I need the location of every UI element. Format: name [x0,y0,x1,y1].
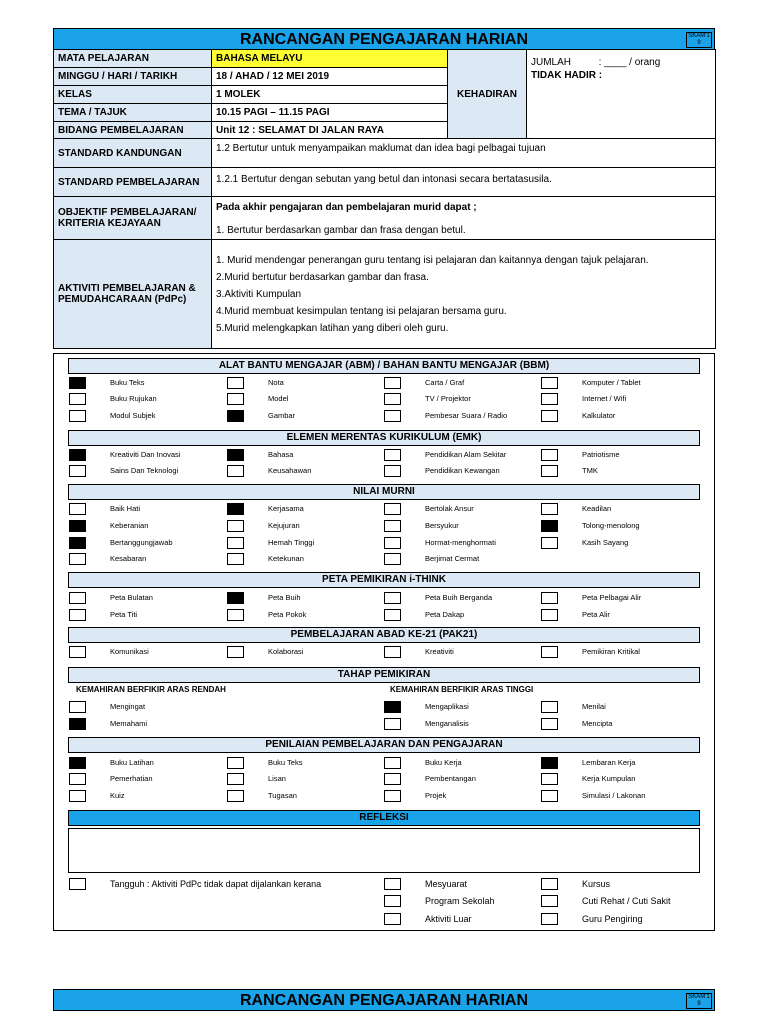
emk-checkbox[interactable] [69,449,86,461]
standard-kandungan-label: STANDARD KANDUNGAN [54,139,212,168]
abm-option-label: Buku Teks [110,378,145,387]
abm-option-label: Buku Rujukan [110,394,157,403]
mata-pelajaran-label: MATA PELAJARAN [54,50,212,68]
nilai-checkbox[interactable] [227,503,244,515]
section-refleksi: REFLEKSI [68,810,700,826]
aktiviti-item: 4.Murid membuat kesimpulan tentang isi pelajaran bersama guru. [216,306,507,317]
tahap-option-label: Menganalisis [425,719,469,728]
penilaian-checkbox[interactable] [69,790,86,802]
objektif-item: 1. Bertutur berdasarkan gambar dan frasa dengan betul. [216,225,466,236]
pak21-checkbox[interactable] [227,646,244,658]
tahap-option-label: Memahami [110,719,148,728]
nilai-option-label: Bertolak Ansur [425,504,474,513]
pak21-option-label: Kolaborasi [268,647,304,656]
pak21-option-label: Pemikiran Kritikal [582,647,640,656]
abm-checkbox[interactable] [69,410,86,422]
emk-checkbox[interactable] [227,465,244,477]
abm-option-label: Nota [268,378,284,387]
pak21-checkbox[interactable] [541,646,558,658]
aras-rendah-heading: KEMAHIRAN BERFIKIR ARAS RENDAH [76,685,226,694]
abm-option-label: Komputer / Tablet [582,378,641,387]
section-emk: ELEMEN MERENTAS KURIKULUM (EMK) [68,430,700,446]
ithink-option-label: Peta Bulatan [110,593,153,602]
kehadiran-label: KEHADIRAN [448,50,527,139]
nilai-option-label: Hormat-menghormati [425,538,496,547]
pak21-option-label: Kreativiti [425,647,454,656]
section-ithink: PETA PEMIKIRAN i-THINK [68,572,700,588]
ithink-checkbox[interactable] [69,609,86,621]
abm-option-label: Model [268,394,289,403]
nilai-checkbox[interactable] [227,553,244,565]
ithink-checkbox[interactable] [541,592,558,604]
penilaian-option-label: Pembentangan [425,774,476,783]
penilaian-option-label: Projek [425,791,447,800]
tidak-hadir-label: TIDAK HADIR [531,70,596,81]
emk-option-label: Pendidikan Alam Sekitar [425,450,507,459]
nilai-option-label: Berjimat Cermat [425,554,480,563]
penilaian-option-label: Lembaran Kerja [582,758,636,767]
emk-option-label: TMK [582,466,598,475]
tahap-option-label: Mencipta [582,719,613,728]
emk-checkbox[interactable] [384,465,401,477]
tangguh-option-label: Mesyuarat [425,879,468,889]
standard-pembelajaran-label: STANDARD PEMBELAJARAN [54,168,212,197]
footer-code: SKAM'1 9 [686,993,712,1009]
emk-option-label: Keusahawan [268,466,312,475]
abm-option-label: Internet / Wifi [582,394,627,403]
penilaian-option-label: Tugasan [268,791,297,800]
nilai-checkbox[interactable] [69,503,86,515]
ithink-checkbox[interactable] [227,592,244,604]
tahap-checkbox[interactable] [384,718,401,730]
ithink-checkbox[interactable] [384,592,401,604]
nilai-option-label: Tolong-menolong [582,521,640,530]
pak21-checkbox[interactable] [69,646,86,658]
penilaian-option-label: Kerja Kumpulan [582,774,636,783]
tahap-option-label: Mengingat [110,702,146,711]
objektif-cell[interactable] [212,197,716,240]
tangguh-option-checkbox[interactable] [541,878,558,890]
abm-checkbox[interactable] [541,410,558,422]
tangguh-checkbox[interactable] [69,878,86,890]
nilai-option-label: Kerjasama [268,504,304,513]
abm-checkbox[interactable] [227,393,244,405]
penilaian-checkbox[interactable] [227,757,244,769]
tangguh-option-label: Guru Pengiring [582,914,643,924]
emk-option-label: Bahasa [268,450,294,459]
standard-kandungan-value[interactable]: 1.2 Bertutur untuk menyampaikan maklumat dan idea bagi pelbagai tujuan [212,139,716,168]
abm-checkbox[interactable] [227,377,244,389]
section-nilai: NILAI MURNI [68,484,700,500]
pak21-option-label: Komunikasi [110,647,149,656]
nilai-option-label: Baik Hati [110,504,141,513]
nilai-option-label: Ketekunan [268,554,304,563]
standard-pembelajaran-value[interactable]: 1.2.1 Bertutur dengan sebutan yang betul dan intonasi secara bertatasusila. [212,168,716,197]
tahap-option-label: Mengaplikasi [425,702,469,711]
penilaian-checkbox[interactable] [384,757,401,769]
abm-checkbox[interactable] [384,377,401,389]
ithink-option-label: Peta Alir [582,610,610,619]
tangguh-option-label: Cuti Rehat / Cuti Sakit [582,896,671,906]
penilaian-option-label: Simulasi / Lakonan [582,791,646,800]
page-title: RANCANGAN PENGAJARAN HARIAN [239,31,528,48]
jumlah-label: JUMLAH [531,57,572,68]
tahap-checkbox[interactable] [541,718,558,730]
penilaian-checkbox[interactable] [227,790,244,802]
nilai-option-label: Hemah Tinggi [268,538,315,547]
nilai-option-label: Kejujuran [268,521,300,530]
aktiviti-cell[interactable] [212,240,716,349]
abm-checkbox[interactable] [227,410,244,422]
tangguh-option-checkbox[interactable] [384,913,401,925]
abm-checkbox[interactable] [69,393,86,405]
ithink-option-label: Peta Buih [268,593,301,602]
ithink-option-label: Peta Pokok [268,610,307,619]
emk-option-label: Sains Dan Teknologi [110,466,179,475]
nilai-checkbox[interactable] [69,553,86,565]
penilaian-checkbox[interactable] [69,773,86,785]
emk-checkbox[interactable] [384,449,401,461]
minggu-value[interactable]: 18 / AHAD / 12 MEI 2019 [212,68,448,86]
nilai-checkbox[interactable] [541,503,558,515]
jumlah-value: : ____ / orang [598,57,661,68]
section-penilaian: PENILAIAN PEMBELAJARAN DAN PENGAJARAN [68,737,700,753]
tangguh-option-checkbox[interactable] [541,913,558,925]
nilai-option-label: Bersyukur [425,521,459,530]
tahap-checkbox[interactable] [69,701,86,713]
tangguh-option-checkbox[interactable] [384,895,401,907]
abm-checkbox[interactable] [541,377,558,389]
ithink-checkbox[interactable] [227,609,244,621]
aktiviti-item: 5.Murid melengkapkan latihan yang diberi oleh guru. [216,323,449,334]
tema-value[interactable]: 10.15 PAGI – 11.15 PAGI [212,104,448,122]
penilaian-checkbox[interactable] [541,757,558,769]
penilaian-checkbox[interactable] [384,773,401,785]
nilai-option-label: Keadilan [582,504,612,513]
kelas-value[interactable]: 1 MOLEK [212,86,448,104]
abm-option-label: Gambar [268,411,296,420]
tangguh-label: Tangguh : Aktiviti PdPc tidak dapat dijalankan kerana [110,879,322,889]
penilaian-option-label: Kuiz [110,791,125,800]
nilai-option-label: Keberanian [110,521,149,530]
ithink-checkbox[interactable] [541,609,558,621]
tahap-checkbox[interactable] [69,718,86,730]
penilaian-checkbox[interactable] [541,790,558,802]
nilai-checkbox[interactable] [227,537,244,549]
ithink-option-label: Peta Buih Berganda [425,593,493,602]
abm-option-label: Carta / Graf [425,378,465,387]
objektif-label: OBJEKTIF PEMBELAJARAN/ KRITERIA KEJAYAAN [54,197,212,240]
emk-option-label: Patriotisme [582,450,620,459]
kelas-label: KELAS [54,86,212,104]
tangguh-option-label: Aktiviti Luar [425,914,472,924]
abm-option-label: Kalkulator [582,411,616,420]
tahap-option-label: Menilai [582,702,606,711]
ithink-checkbox[interactable] [69,592,86,604]
aktiviti-label: AKTIVITI PEMBELAJARAN & PEMUDAHCARAAN (PdPc) [54,240,212,349]
emk-checkbox[interactable] [69,465,86,477]
abm-checkbox[interactable] [384,410,401,422]
pak21-checkbox[interactable] [384,646,401,658]
tidak-hadir-value: : [598,70,603,81]
tema-label: TEMA / TAJUK [54,104,212,122]
mata-pelajaran-value[interactable]: BAHASA MELAYU [212,50,448,68]
abm-checkbox[interactable] [541,393,558,405]
nilai-option-label: Kesabaran [110,554,147,563]
footer-bar [53,989,715,1011]
ithink-option-label: Peta Pelbagai Alir [582,593,642,602]
ithink-checkbox[interactable] [384,609,401,621]
nilai-option-label: Bertanggungjawab [110,538,173,547]
nilai-checkbox[interactable] [227,520,244,532]
tahap-checkbox[interactable] [384,701,401,713]
section-tahap: TAHAP PEMIKIRAN [68,667,700,683]
penilaian-option-label: Lisan [268,774,286,783]
tangguh-option-checkbox[interactable] [541,895,558,907]
nilai-checkbox[interactable] [384,503,401,515]
nilai-checkbox[interactable] [69,520,86,532]
minggu-label: MINGGU / HARI / TARIKH [54,68,212,86]
info-table [53,49,716,349]
aktiviti-item: 1. Murid mendengar penerangan guru tentang isi pelajaran dan kaitannya dengan tajuk pelajaran. [216,255,649,266]
nilai-checkbox[interactable] [384,520,401,532]
bidang-label: BIDANG PEMBELAJARAN [54,122,212,139]
abm-option-label: Modul Subjek [110,411,156,420]
penilaian-checkbox[interactable] [541,773,558,785]
section-pak21: PEMBELAJARAN ABAD KE-21 (PAK21) [68,627,700,643]
tahap-checkbox[interactable] [541,701,558,713]
penilaian-option-label: Buku Kerja [425,758,462,767]
objektif-heading: Pada akhir pengajaran dan pembelajaran murid dapat ; [216,202,477,213]
emk-option-label: Kreativiti Dan Inovasi [110,450,181,459]
header-bar [53,28,715,50]
penilaian-checkbox[interactable] [69,757,86,769]
nilai-checkbox[interactable] [541,537,558,549]
abm-checkbox[interactable] [384,393,401,405]
refleksi-textbox[interactable] [68,828,700,873]
footer-title: RANCANGAN PENGAJARAN HARIAN [239,992,528,1009]
kehadiran-cell[interactable] [527,50,716,139]
section-abm: ALAT BANTU MENGAJAR (ABM) / BAHAN BANTU MENGAJAR (BBM) [68,358,700,374]
tangguh-option-label: Program Sekolah [425,896,495,906]
nilai-option-label: Kasih Sayang [582,538,629,547]
penilaian-checkbox[interactable] [227,773,244,785]
penilaian-checkbox[interactable] [384,790,401,802]
penilaian-option-label: Buku Latihan [110,758,154,767]
abm-checkbox[interactable] [69,377,86,389]
abm-option-label: Pembesar Suara / Radio [425,411,508,420]
aktiviti-item: 2.Murid bertutur berdasarkan gambar dan frasa. [216,272,429,283]
emk-option-label: Pendidikan Kewangan [425,466,500,475]
abm-option-label: TV / Projektor [425,394,471,403]
penilaian-option-label: Pemerhatian [110,774,153,783]
nilai-checkbox[interactable] [541,520,558,532]
penilaian-option-label: Buku Teks [268,758,303,767]
form-code: SKAM'1 9 [686,32,712,48]
nilai-checkbox[interactable] [384,553,401,565]
tangguh-option-label: Kursus [582,879,611,889]
bidang-value[interactable]: Unit 12 : SELAMAT DI JALAN RAYA [212,122,448,139]
aktiviti-item: 3.Aktiviti Kumpulan [216,289,302,300]
aras-tinggi-heading: KEMAHIRAN BERFIKIR ARAS TINGGI [390,685,534,694]
emk-checkbox[interactable] [227,449,244,461]
tangguh-option-checkbox[interactable] [384,878,401,890]
nilai-checkbox[interactable] [69,537,86,549]
ithink-option-label: Peta Titi [110,610,138,619]
emk-checkbox[interactable] [541,449,558,461]
emk-checkbox[interactable] [541,465,558,477]
ithink-option-label: Peta Dakap [425,610,465,619]
nilai-checkbox[interactable] [384,537,401,549]
